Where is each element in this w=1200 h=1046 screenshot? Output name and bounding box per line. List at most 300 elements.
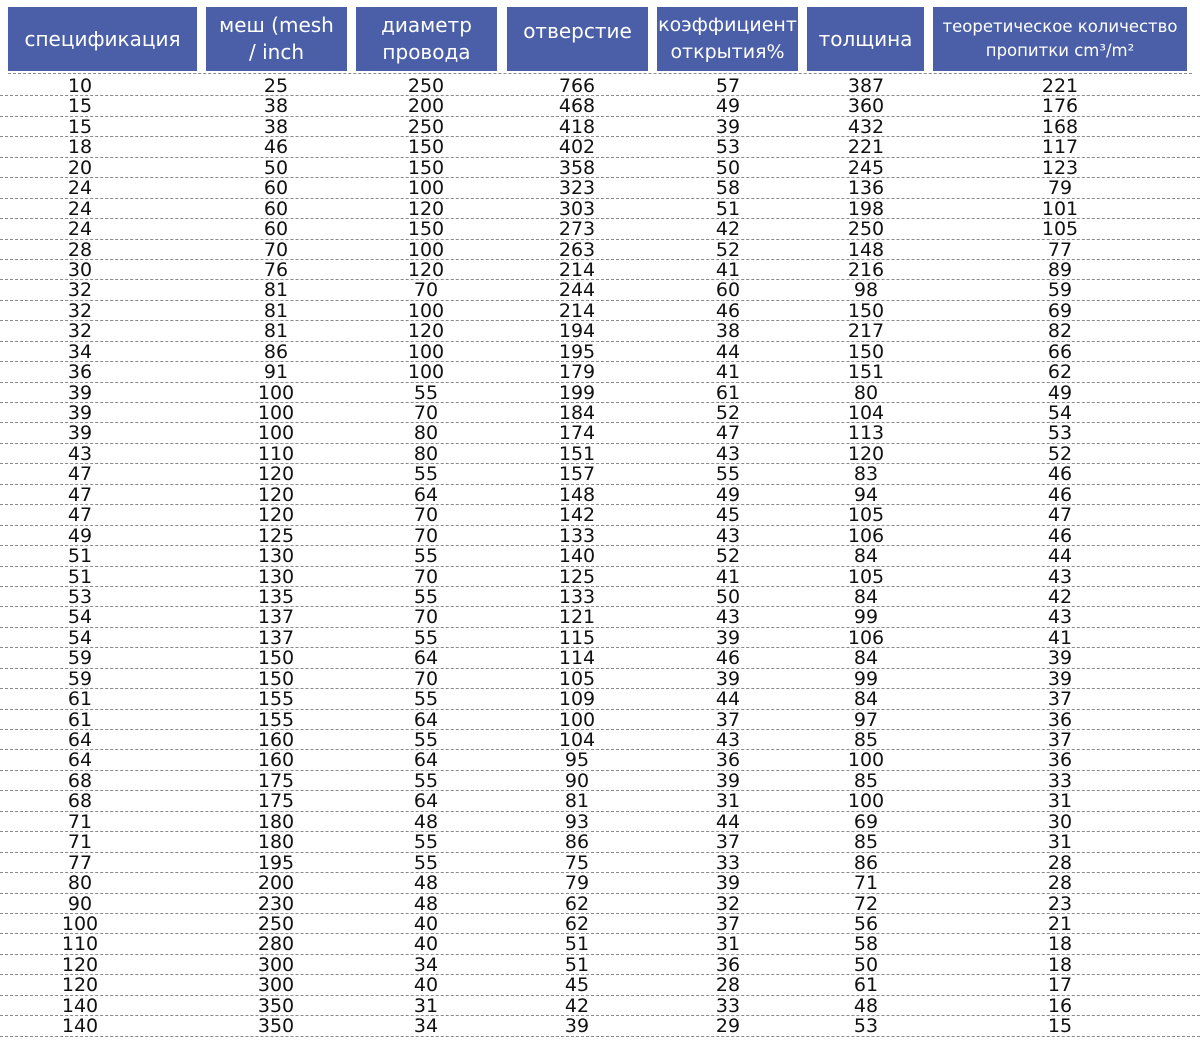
wire-cell: 100 (407, 238, 445, 261)
opening-cell: 104 (558, 729, 596, 751)
opening-cell: 90 (564, 769, 590, 792)
mesh-cell: 100 (257, 402, 295, 424)
thickness-cell: 85 (853, 831, 879, 854)
wire-cell: 70 (413, 667, 439, 690)
spec-cell: 71 (67, 810, 93, 833)
opening-cell: 115 (558, 626, 596, 649)
mesh-cell: 150 (257, 647, 295, 670)
volume-cell: 16 (1047, 994, 1073, 1017)
spec-cell: 15 (67, 95, 93, 118)
table-row (0, 791, 1200, 811)
volume-cell: 28 (1047, 851, 1073, 874)
thickness-cell: 48 (853, 994, 879, 1017)
opening-cell: 199 (558, 381, 596, 404)
table-header (0, 0, 1200, 75)
open-area-cell: 33 (715, 994, 741, 1017)
opening-cell: 244 (558, 279, 596, 302)
thickness-cell: 84 (853, 545, 879, 568)
opening-cell: 140 (558, 545, 596, 568)
spec-cell: 10 (67, 75, 93, 97)
thickness-cell: 83 (853, 463, 879, 486)
spec-cell: 15 (67, 115, 93, 138)
table-row (0, 199, 1200, 219)
table-row (0, 710, 1200, 730)
mesh-cell: 195 (257, 851, 295, 874)
wire-cell: 100 (407, 361, 445, 384)
mesh-cell: 120 (257, 463, 295, 486)
spec-cell: 59 (67, 647, 93, 670)
mesh-cell: 137 (257, 626, 295, 649)
wire-cell: 55 (413, 729, 439, 751)
mesh-cell: 100 (257, 422, 295, 445)
mesh-cell: 120 (257, 483, 295, 506)
opening-cell: 133 (558, 524, 596, 547)
header-thickness-label: толщина (818, 26, 913, 51)
table-row (0, 485, 1200, 505)
mesh-cell: 120 (257, 504, 295, 527)
opening-cell: 125 (558, 565, 596, 588)
volume-cell: 31 (1047, 790, 1073, 813)
table-row (0, 914, 1200, 934)
header-opening (507, 7, 648, 71)
open-area-cell: 41 (715, 361, 741, 384)
mesh-cell: 180 (257, 831, 295, 854)
mesh-cell: 50 (263, 156, 289, 179)
mesh-cell: 230 (257, 892, 295, 915)
thickness-cell: 150 (847, 340, 885, 363)
mesh-cell: 46 (263, 136, 289, 159)
open-area-cell: 31 (715, 933, 741, 956)
open-area-cell: 57 (715, 75, 741, 97)
spec-cell: 54 (67, 606, 93, 629)
spec-cell: 36 (67, 361, 93, 384)
mesh-cell: 81 (263, 279, 289, 302)
opening-cell: 95 (564, 749, 590, 772)
thickness-cell: 100 (847, 749, 885, 772)
spec-cell: 24 (67, 197, 93, 220)
volume-cell: 62 (1047, 361, 1073, 384)
opening-cell: 184 (558, 402, 596, 424)
volume-cell: 36 (1047, 708, 1073, 731)
volume-cell: 37 (1047, 729, 1073, 751)
wire-cell: 250 (407, 75, 445, 97)
table-row (0, 771, 1200, 791)
volume-cell: 31 (1047, 831, 1073, 854)
volume-cell: 18 (1047, 933, 1073, 956)
volume-cell: 79 (1047, 177, 1073, 200)
volume-cell: 46 (1047, 524, 1073, 547)
header-open-area-label: коэффициент открытия% (658, 14, 797, 63)
wire-cell: 55 (413, 688, 439, 711)
mesh-cell: 160 (257, 729, 295, 751)
opening-cell: 263 (558, 238, 596, 261)
spec-cell: 54 (67, 626, 93, 649)
table-row (0, 260, 1200, 280)
table-row (0, 546, 1200, 566)
open-area-cell: 37 (715, 708, 741, 731)
wire-cell: 48 (413, 872, 439, 895)
mesh-cell: 175 (257, 769, 295, 792)
spec-cell: 51 (67, 565, 93, 588)
open-area-cell: 50 (715, 585, 741, 608)
volume-cell: 52 (1047, 442, 1073, 465)
thickness-cell: 105 (847, 565, 885, 588)
volume-cell: 66 (1047, 340, 1073, 363)
volume-cell: 41 (1047, 626, 1073, 649)
volume-cell: 82 (1047, 320, 1073, 343)
wire-cell: 70 (413, 606, 439, 629)
spec-cell: 71 (67, 831, 93, 854)
mesh-cell: 60 (263, 177, 289, 200)
wire-cell: 64 (413, 790, 439, 813)
wire-cell: 55 (413, 851, 439, 874)
opening-cell: 273 (558, 218, 596, 241)
thickness-cell: 216 (847, 258, 885, 281)
open-area-cell: 58 (715, 177, 741, 200)
volume-cell: 42 (1047, 585, 1073, 608)
wire-cell: 55 (413, 831, 439, 854)
open-area-cell: 44 (715, 340, 741, 363)
volume-cell: 23 (1047, 892, 1073, 915)
thickness-cell: 106 (847, 524, 885, 547)
thickness-cell: 50 (853, 953, 879, 976)
open-area-cell: 55 (715, 463, 741, 486)
header-specification-label: спецификация (24, 26, 181, 51)
mesh-cell: 300 (257, 953, 295, 976)
thickness-cell: 120 (847, 442, 885, 465)
wire-cell: 64 (413, 647, 439, 670)
opening-cell: 42 (564, 994, 590, 1017)
opening-cell: 195 (558, 340, 596, 363)
wire-cell: 34 (413, 953, 439, 976)
wire-cell: 70 (413, 402, 439, 424)
opening-cell: 142 (558, 504, 596, 527)
volume-cell: 15 (1047, 1015, 1073, 1038)
spec-cell: 90 (67, 892, 93, 915)
wire-cell: 40 (413, 974, 439, 997)
open-area-cell: 46 (715, 647, 741, 670)
open-area-cell: 38 (715, 320, 741, 343)
spec-cell: 32 (67, 279, 93, 302)
spec-cell: 59 (67, 667, 93, 690)
opening-cell: 174 (558, 422, 596, 445)
mesh-cell: 130 (257, 565, 295, 588)
open-area-cell: 37 (715, 831, 741, 854)
mesh-cell: 100 (257, 381, 295, 404)
table-row (0, 321, 1200, 341)
thickness-cell: 99 (853, 667, 879, 690)
table-row (0, 1016, 1200, 1036)
spec-cell: 39 (67, 422, 93, 445)
header-specification (8, 7, 197, 71)
mesh-cell: 175 (257, 790, 295, 813)
spec-cell: 32 (67, 320, 93, 343)
mesh-cell: 155 (257, 688, 295, 711)
spec-cell: 61 (67, 688, 93, 711)
thickness-cell: 84 (853, 585, 879, 608)
wire-cell: 48 (413, 810, 439, 833)
mesh-cell: 38 (263, 115, 289, 138)
table-row (0, 137, 1200, 157)
open-area-cell: 31 (715, 790, 741, 813)
header-divider (8, 73, 1192, 74)
wire-cell: 250 (407, 115, 445, 138)
thickness-cell: 98 (853, 279, 879, 302)
thickness-cell: 113 (847, 422, 885, 445)
wire-cell: 55 (413, 381, 439, 404)
wire-cell: 40 (413, 933, 439, 956)
spec-cell: 34 (67, 340, 93, 363)
opening-cell: 766 (558, 75, 596, 97)
opening-cell: 194 (558, 320, 596, 343)
volume-cell: 47 (1047, 504, 1073, 527)
thickness-cell: 86 (853, 851, 879, 874)
thickness-cell: 150 (847, 299, 885, 322)
volume-cell: 117 (1041, 136, 1079, 159)
open-area-cell: 39 (715, 626, 741, 649)
table-row (0, 567, 1200, 587)
thickness-cell: 221 (847, 136, 885, 159)
thickness-cell: 105 (847, 504, 885, 527)
header-thickness (807, 7, 924, 71)
opening-cell: 51 (564, 933, 590, 956)
header-ink-volume-label: теоретическое количество пропитки cm³/m² (942, 17, 1178, 60)
table-row (0, 403, 1200, 423)
spec-cell: 120 (61, 974, 99, 997)
table-row (0, 853, 1200, 873)
volume-cell: 176 (1041, 95, 1079, 118)
table-row (0, 689, 1200, 709)
mesh-cell: 125 (257, 524, 295, 547)
spec-cell: 68 (67, 790, 93, 813)
spec-cell: 64 (67, 729, 93, 751)
open-area-cell: 39 (715, 667, 741, 690)
table-row (0, 301, 1200, 321)
opening-cell: 62 (564, 892, 590, 915)
mesh-cell: 137 (257, 606, 295, 629)
mesh-cell: 300 (257, 974, 295, 997)
volume-cell: 28 (1047, 872, 1073, 895)
thickness-cell: 217 (847, 320, 885, 343)
table-row (0, 873, 1200, 893)
table-row (0, 812, 1200, 832)
mesh-cell: 200 (257, 872, 295, 895)
volume-cell: 21 (1047, 912, 1073, 935)
table-row (0, 996, 1200, 1016)
mesh-cell: 350 (257, 1015, 295, 1038)
opening-cell: 79 (564, 872, 590, 895)
thickness-cell: 148 (847, 238, 885, 261)
opening-cell: 86 (564, 831, 590, 854)
header-mesh (206, 7, 347, 71)
spec-cell: 120 (61, 953, 99, 976)
spec-cell: 47 (67, 483, 93, 506)
spec-cell: 49 (67, 524, 93, 547)
thickness-cell: 97 (853, 708, 879, 731)
thickness-cell: 84 (853, 647, 879, 670)
thickness-cell: 360 (847, 95, 885, 118)
wire-cell: 64 (413, 483, 439, 506)
mesh-cell: 70 (263, 238, 289, 261)
spec-cell: 39 (67, 402, 93, 424)
wire-cell: 120 (407, 197, 445, 220)
mesh-cell: 81 (263, 320, 289, 343)
wire-cell: 64 (413, 749, 439, 772)
open-area-cell: 46 (715, 299, 741, 322)
volume-cell: 30 (1047, 810, 1073, 833)
opening-cell: 468 (558, 95, 596, 118)
table-row (0, 178, 1200, 198)
table-row (0, 362, 1200, 382)
thickness-cell: 106 (847, 626, 885, 649)
open-area-cell: 42 (715, 218, 741, 241)
open-area-cell: 43 (715, 606, 741, 629)
spec-cell: 80 (67, 872, 93, 895)
open-area-cell: 36 (715, 749, 741, 772)
mesh-cell: 180 (257, 810, 295, 833)
thickness-cell: 100 (847, 790, 885, 813)
thickness-cell: 198 (847, 197, 885, 220)
open-area-cell: 52 (715, 545, 741, 568)
volume-cell: 168 (1041, 115, 1079, 138)
opening-cell: 303 (558, 197, 596, 220)
open-area-cell: 43 (715, 524, 741, 547)
table-row (0, 607, 1200, 627)
thickness-cell: 72 (853, 892, 879, 915)
mesh-cell: 110 (257, 442, 295, 465)
mesh-cell: 81 (263, 299, 289, 322)
table-row (0, 96, 1200, 116)
opening-cell: 151 (558, 442, 596, 465)
wire-cell: 40 (413, 912, 439, 935)
thickness-cell: 61 (853, 974, 879, 997)
thickness-cell: 250 (847, 218, 885, 241)
thickness-cell: 387 (847, 75, 885, 97)
volume-cell: 123 (1041, 156, 1079, 179)
spec-cell: 140 (61, 1015, 99, 1038)
opening-cell: 105 (558, 667, 596, 690)
spec-cell: 39 (67, 381, 93, 404)
opening-cell: 109 (558, 688, 596, 711)
header-open-area (657, 7, 798, 71)
open-area-cell: 39 (715, 115, 741, 138)
spec-cell: 110 (61, 933, 99, 956)
open-area-cell: 45 (715, 504, 741, 527)
thickness-cell: 53 (853, 1015, 879, 1038)
thickness-cell: 58 (853, 933, 879, 956)
wire-cell: 31 (413, 994, 439, 1017)
table-row (0, 280, 1200, 300)
table-row (0, 955, 1200, 975)
thickness-cell: 151 (847, 361, 885, 384)
opening-cell: 214 (558, 299, 596, 322)
thickness-cell: 136 (847, 177, 885, 200)
mesh-cell: 350 (257, 994, 295, 1017)
header-opening-label: отверстие (523, 19, 632, 43)
table-row (0, 975, 1200, 995)
table-row (0, 894, 1200, 914)
spec-cell: 30 (67, 258, 93, 281)
wire-cell: 64 (413, 708, 439, 731)
volume-cell: 46 (1047, 463, 1073, 486)
wire-cell: 70 (413, 565, 439, 588)
volume-cell: 37 (1047, 688, 1073, 711)
header-wire-diameter (356, 7, 497, 71)
open-area-cell: 60 (715, 279, 741, 302)
open-area-cell: 47 (715, 422, 741, 445)
opening-cell: 148 (558, 483, 596, 506)
mesh-cell: 60 (263, 197, 289, 220)
volume-cell: 36 (1047, 749, 1073, 772)
wire-cell: 100 (407, 299, 445, 322)
mesh-cell: 60 (263, 218, 289, 241)
header-mesh-label: меш (mesh / inch (219, 13, 334, 64)
wire-cell: 150 (407, 218, 445, 241)
spec-cell: 24 (67, 218, 93, 241)
table-row (0, 648, 1200, 668)
thickness-cell: 432 (847, 115, 885, 138)
opening-cell: 214 (558, 258, 596, 281)
opening-cell: 93 (564, 810, 590, 833)
volume-cell: 17 (1047, 974, 1073, 997)
spec-cell: 47 (67, 504, 93, 527)
open-area-cell: 53 (715, 136, 741, 159)
volume-cell: 43 (1047, 606, 1073, 629)
open-area-cell: 49 (715, 483, 741, 506)
wire-cell: 70 (413, 524, 439, 547)
volume-cell: 53 (1047, 422, 1073, 445)
spec-cell: 140 (61, 994, 99, 1017)
opening-cell: 114 (558, 647, 596, 670)
mesh-cell: 135 (257, 585, 295, 608)
opening-cell: 133 (558, 585, 596, 608)
wire-cell: 120 (407, 258, 445, 281)
open-area-cell: 52 (715, 402, 741, 424)
volume-cell: 49 (1047, 381, 1073, 404)
table-row (0, 423, 1200, 443)
volume-cell: 105 (1041, 218, 1079, 241)
opening-cell: 179 (558, 361, 596, 384)
spec-cell: 47 (67, 463, 93, 486)
mesh-cell: 155 (257, 708, 295, 731)
opening-cell: 157 (558, 463, 596, 486)
table-row (0, 628, 1200, 648)
spec-cell: 77 (67, 851, 93, 874)
thickness-cell: 80 (853, 381, 879, 404)
open-area-cell: 43 (715, 729, 741, 751)
wire-cell: 70 (413, 279, 439, 302)
open-area-cell: 43 (715, 442, 741, 465)
table-row (0, 117, 1200, 137)
volume-cell: 44 (1047, 545, 1073, 568)
wire-cell: 200 (407, 95, 445, 118)
opening-cell: 51 (564, 953, 590, 976)
thickness-cell: 69 (853, 810, 879, 833)
wire-cell: 34 (413, 1015, 439, 1038)
mesh-cell: 160 (257, 749, 295, 772)
spec-cell: 51 (67, 545, 93, 568)
wire-cell: 70 (413, 504, 439, 527)
open-area-cell: 50 (715, 156, 741, 179)
spec-cell: 61 (67, 708, 93, 731)
open-area-cell: 41 (715, 258, 741, 281)
open-area-cell: 37 (715, 912, 741, 935)
table-row (0, 76, 1200, 96)
opening-cell: 81 (564, 790, 590, 813)
volume-cell: 54 (1047, 402, 1073, 424)
spec-cell: 18 (67, 136, 93, 159)
thickness-cell: 85 (853, 729, 879, 751)
